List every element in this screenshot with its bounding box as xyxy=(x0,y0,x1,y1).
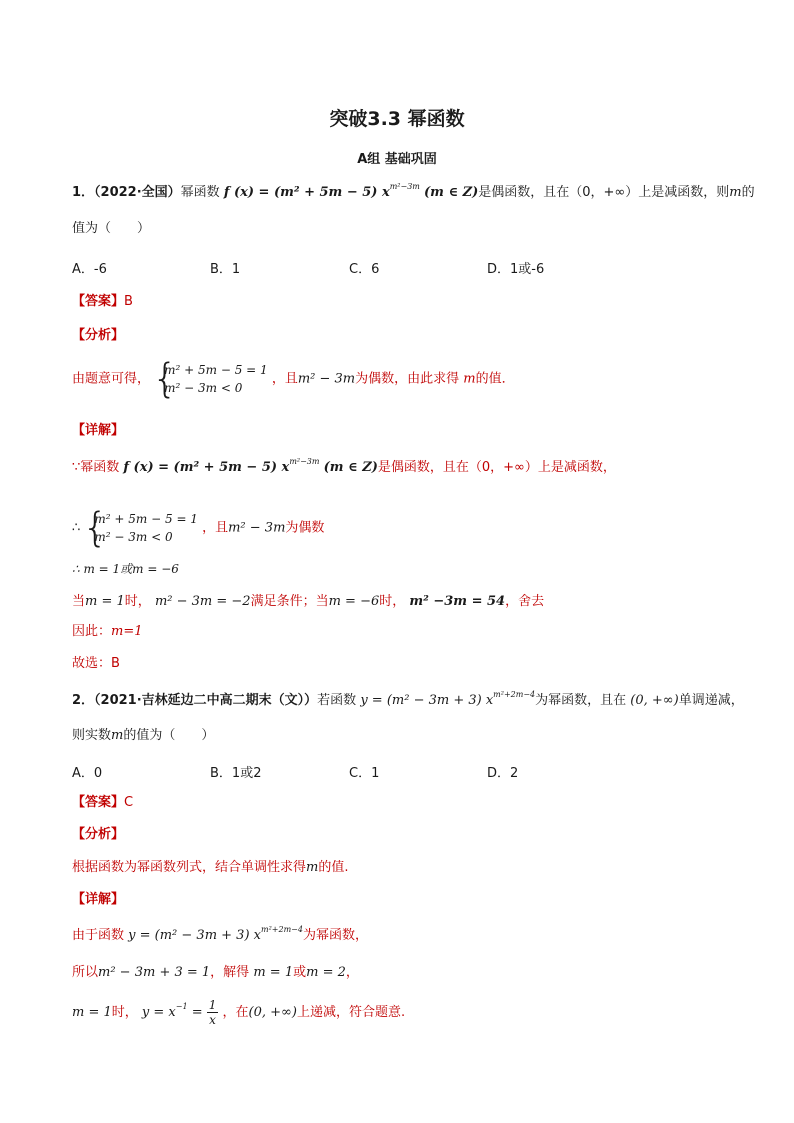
q2-detail-label: 【详解】 xyxy=(72,892,125,907)
q2-stem-line1: 2．（2021·吉林延边二中高二期末（文））若函数 y = (m² − 3m + 3) $x^{m^2+2m-4}$为幂函数，且在 (0, +∞)单调递减， xyxy=(72,690,744,708)
q1-detail-line6: 故选：B xyxy=(72,656,120,671)
q1-option-c: C．6 xyxy=(349,262,380,277)
q1-detail-line1: ∵幂函数 f (x) = (m² + 5m − 5) $x^{m^2-3m}$ (m ∈ Z)是偶函数，且在（0，+∞）上是减函数， xyxy=(72,457,616,475)
q1-detail-label: 【详解】 xyxy=(72,423,125,438)
q2-fraction: $\frac{1}{x}$ xyxy=(208,998,217,1027)
q2-option-d: D．2 xyxy=(487,766,519,781)
q2-stem-line2: 则实数m的值为（ ） xyxy=(72,728,215,743)
q2-answer: 【答案】C xyxy=(72,795,134,810)
q1-option-a: A．-6 xyxy=(72,262,107,277)
q1-detail-line4: 当m = 1时， m² − 3m = −2满足条件；当m = −6时， m² −3m = 54，舍去 xyxy=(72,594,545,609)
q1-stem-line2: 值为（ ） xyxy=(72,221,151,236)
q2-detail-line1: 由于函数 y = (m² − 3m + 3) $x^{m^2+2m-4}$为幂函数， xyxy=(72,925,368,943)
q1-answer: 【答案】B xyxy=(72,294,133,309)
q2-source: 2．（2021·吉林延边二中高二期末（文）） xyxy=(72,693,318,708)
q1-equation-system: { m² + 5m − 5 = 1 m² − 3m < 0 xyxy=(154,361,268,397)
q1-analysis-label: 【分析】 xyxy=(72,328,125,343)
q1-detail-line2: ∴ { m² + 5m − 5 = 1 m² − 3m < 0 ，且m² − 3m为偶数 xyxy=(72,510,324,546)
q1-detail-line5: 因此：m=1 xyxy=(72,624,143,639)
q1-option-d: D．1或-6 xyxy=(487,262,545,277)
q1-analysis: 由题意可得， { m² + 5m − 5 = 1 m² − 3m < 0 ，且m² − 3m为偶数，由此求得 m的值． xyxy=(72,361,515,397)
q2-analysis: 根据函数为幂函数列式，结合单调性求得m的值. xyxy=(72,860,349,875)
q1-option-b: B．1 xyxy=(210,262,241,277)
q2-option-b: B．1或2 xyxy=(210,766,262,781)
q1-detail-line3: ∴ m = 1或m = −6 xyxy=(72,562,179,576)
q1-stem-line1: 1．（2022·全国）幂函数 f (x) = (m² + 5m − 5) $x^{m^2-3m}$ (m ∈ Z)是偶函数，且在（0，+∞）上是减函数，则m的 xyxy=(72,182,755,200)
q2-analysis-label: 【分析】 xyxy=(72,827,125,842)
section-subtitle: A组 基础巩固 xyxy=(357,152,437,167)
q1-source: 1．（2022·全国） xyxy=(72,185,181,200)
q2-detail-line3: m = 1时， $y = x^{-1}$ = $\frac{1}{x}$ ，在(0, +∞)上递减，符合题意. xyxy=(72,998,406,1027)
q1-formula: f (x) = (m² + 5m − 5) x xyxy=(223,185,390,200)
q2-detail-line2: 所以m² − 3m + 3 = 1，解得 m = 1或m = 2， xyxy=(72,965,359,980)
q2-option-a: A．0 xyxy=(72,766,103,781)
q2-formula: y = (m² − 3m + 3) x xyxy=(360,693,494,708)
page-title: 突破3.3 幂函数 xyxy=(329,108,465,130)
q2-option-c: C．1 xyxy=(349,766,380,781)
